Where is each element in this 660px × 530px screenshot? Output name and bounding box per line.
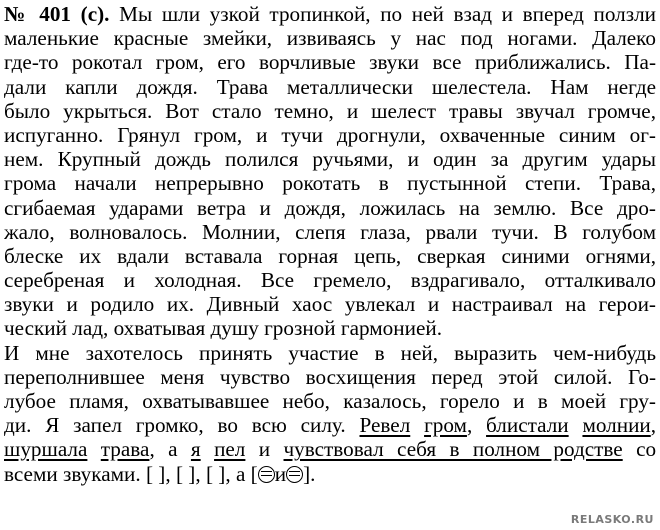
predicate-underlined: блистали bbox=[486, 413, 569, 438]
subject-underlined: молнии bbox=[582, 413, 651, 438]
text-line: блеске их вдали вставала горная цепь, сверкая синими огнями, bbox=[4, 243, 656, 268]
subject-underlined: я bbox=[190, 437, 201, 462]
text-line: сгибаемая ударами ветра и дождя, ложилась на землю. Все дро- bbox=[4, 195, 656, 220]
text-fragment: и bbox=[258, 437, 271, 462]
watermark: RELASKO.RU bbox=[570, 513, 654, 526]
text-line: жало, волновалось. Молнии, слепя глаза, рвали тучи. В голубом bbox=[4, 219, 656, 244]
text-fragment: со bbox=[636, 437, 656, 462]
text-fragment: , а bbox=[149, 437, 178, 462]
text-line: звуки и родило их. Дивный хаос увлекал и настраивал на герои- bbox=[4, 292, 656, 317]
predicate-underlined: шуршала bbox=[4, 437, 88, 462]
text-line: маленькие красные змейки, извиваясь у нас под ногами. Далеко bbox=[4, 26, 656, 51]
predicate-circle-icon bbox=[258, 466, 275, 483]
text-fragment: , bbox=[650, 413, 656, 438]
text-line: И мне захотелось принять участие в ней, выразить чем-нибудь bbox=[4, 340, 656, 365]
exercise-number: № 401 (с). bbox=[4, 2, 110, 26]
text-line: дали капли дождя. Трава металлически шелестела. Нам негде bbox=[4, 74, 656, 99]
text-line bbox=[4, 437, 656, 461]
text-fragment: ди. Я запел громко, во всю силу. bbox=[4, 413, 346, 438]
predicate-underlined: пел bbox=[214, 437, 246, 462]
predicate-underlined: Ревел bbox=[359, 413, 411, 438]
text-line: где-то рокотал гром, его ворчливые звуки все приближались. Па- bbox=[4, 50, 656, 75]
subject-underlined: гром bbox=[424, 413, 467, 438]
text-line: ческий лад, охватывая душу грозной гармонией. bbox=[4, 316, 442, 341]
text-line bbox=[4, 462, 656, 486]
subject-underlined: трава bbox=[100, 437, 150, 462]
text-fragment: , bbox=[466, 413, 473, 438]
predicate-circle-icon bbox=[286, 466, 303, 483]
predicate-underlined: чувствовал себя в полном родстве bbox=[283, 437, 623, 462]
text-line: испуганно. Грянул гром, и тучи дрогнули, охваченные синим ог- bbox=[4, 122, 656, 147]
sentence-scheme: всеми звуками. [ ], [ ], [ ], а [ bbox=[4, 461, 258, 486]
text-line: нем. Крупный дождь полился ручьями, и один за другим удары bbox=[4, 147, 656, 172]
text-line: лубое пламя, охватывавшее небо, казалось, горело и в моей гру- bbox=[4, 389, 656, 413]
text-fragment: ]. bbox=[303, 461, 316, 486]
text-line: переполнившее меня чувство восхищения перед этой силой. Го- bbox=[4, 364, 656, 389]
text-line: серебреная и холодная. Все гремело, вздрагивало, отталкивало bbox=[4, 268, 656, 293]
text-line: было укрыться. Вот стало темно, и шелест травы звучал громче, bbox=[4, 98, 656, 123]
text-fragment: и bbox=[274, 461, 287, 486]
text-line bbox=[4, 413, 656, 437]
text-line bbox=[4, 2, 656, 26]
text-line: грома начали непрерывно рокотать в пустынной степи. Трава, bbox=[4, 171, 656, 196]
text-fragment: Мы шли узкой тропинкой, по ней взад и вперед ползли bbox=[119, 2, 656, 26]
exercise-page bbox=[4, 2, 656, 528]
